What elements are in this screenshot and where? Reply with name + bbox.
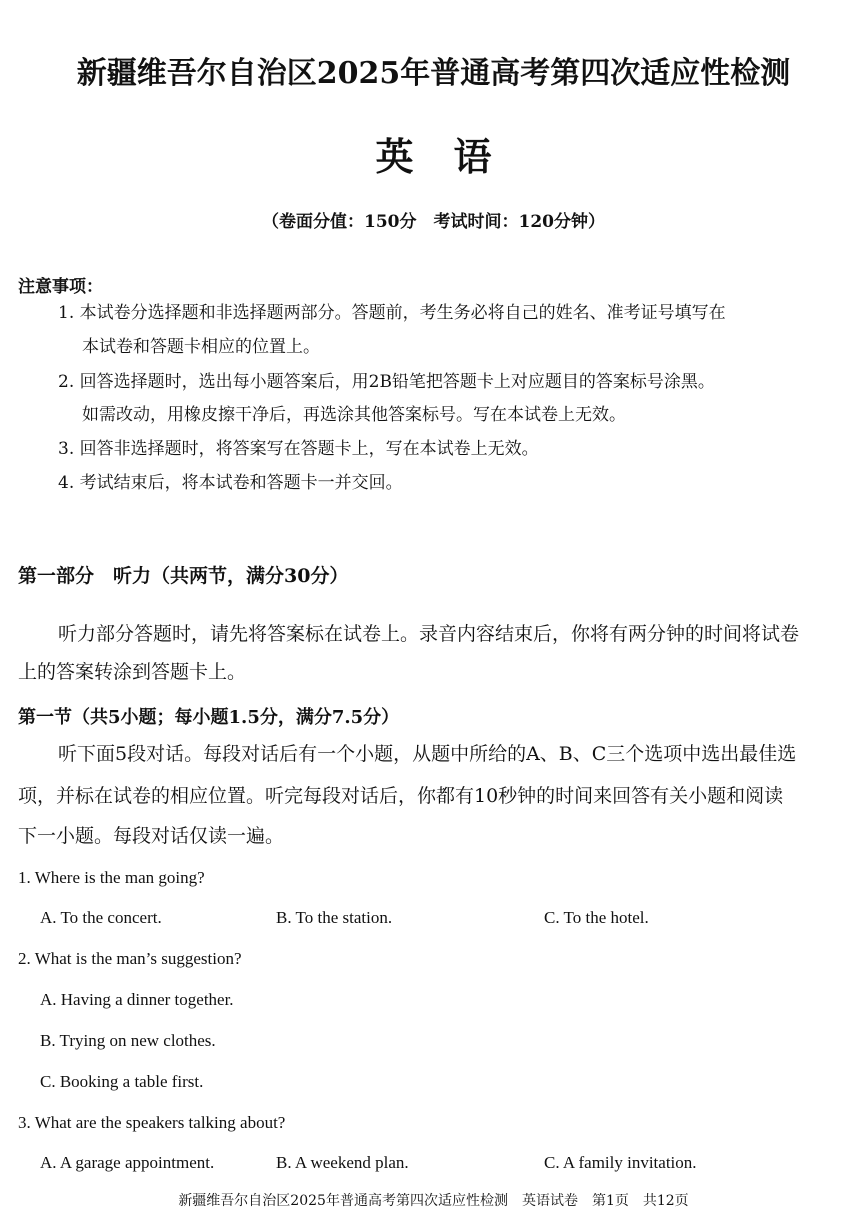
answer-option: C. Booking a table first. [40, 1072, 204, 1091]
notice-item: 2. 回答选择题时，选出每小题答案后，用2B铅笔把答题卡上对应题目的答案标号涂黑。 [58, 372, 715, 392]
notice-heading: 注意事项： [18, 277, 103, 297]
part-one-heading: 第一部分 听力（共两节，满分30分） [18, 565, 349, 587]
exam-title: 新疆维吾尔自治区2025年普通高考第四次适应性检测 [76, 56, 791, 91]
subject-title: 英语 [375, 134, 532, 179]
question-stem: 2. What is the man’s suggestion? [18, 949, 242, 968]
answer-option: C. To the hotel. [544, 908, 649, 927]
question-stem: 3. What are the speakers talking about? [18, 1113, 286, 1132]
answer-option: C. A family invitation. [544, 1153, 697, 1172]
answer-option: A. Having a dinner together. [40, 990, 234, 1009]
listening-intro-line: 听力部分答题时，请先将答案标在试卷上。录音内容结束后，你将有两分钟的时间将试卷 [58, 623, 800, 645]
answer-option: B. To the station. [276, 908, 393, 927]
section-one-instruction-line: 下一小题。每段对话仅读一遍。 [18, 825, 285, 847]
section-one-instruction-line: 听下面5段对话。每段对话后有一个小题，从题中所给的A、B、C三个选项中选出最佳选 [58, 743, 797, 765]
question-stem: 1. Where is the man going? [18, 868, 205, 887]
answer-option: A. A garage appointment. [40, 1153, 215, 1172]
notice-item: 本试卷和答题卡相应的位置上。 [82, 337, 320, 357]
section-one-instruction-line: 项，并标在试卷的相应位置。听完每段对话后，你都有10秒钟的时间来回答有关小题和阅读 [18, 785, 784, 807]
notice-item: 4. 考试结束后，将本试卷和答题卡一并交回。 [58, 473, 403, 493]
page-footer: 新疆维吾尔自治区2025年普通高考第四次适应性检测 英语试卷 第1页 共12页 [178, 1193, 689, 1209]
answer-option: B. A weekend plan. [276, 1153, 409, 1172]
answer-option: B. Trying on new clothes. [40, 1031, 216, 1050]
answer-option: A. To the concert. [40, 908, 162, 927]
score-time-line: （卷面分值：150分 考试时间：120分钟） [262, 212, 605, 232]
notice-item: 3. 回答非选择题时，将答案写在答题卡上，写在本试卷上无效。 [58, 439, 539, 459]
section-one-heading: 第一节（共5小题；每小题1.5分，满分7.5分） [18, 707, 400, 728]
notice-item: 1. 本试卷分选择题和非选择题两部分。答题前，考生务必将自己的姓名、准考证号填写在 [58, 303, 726, 323]
listening-intro-line: 上的答案转涂到答题卡上。 [18, 661, 247, 683]
notice-item: 如需改动，用橡皮擦干净后，再选涂其他答案标号。写在本试卷上无效。 [82, 405, 626, 425]
